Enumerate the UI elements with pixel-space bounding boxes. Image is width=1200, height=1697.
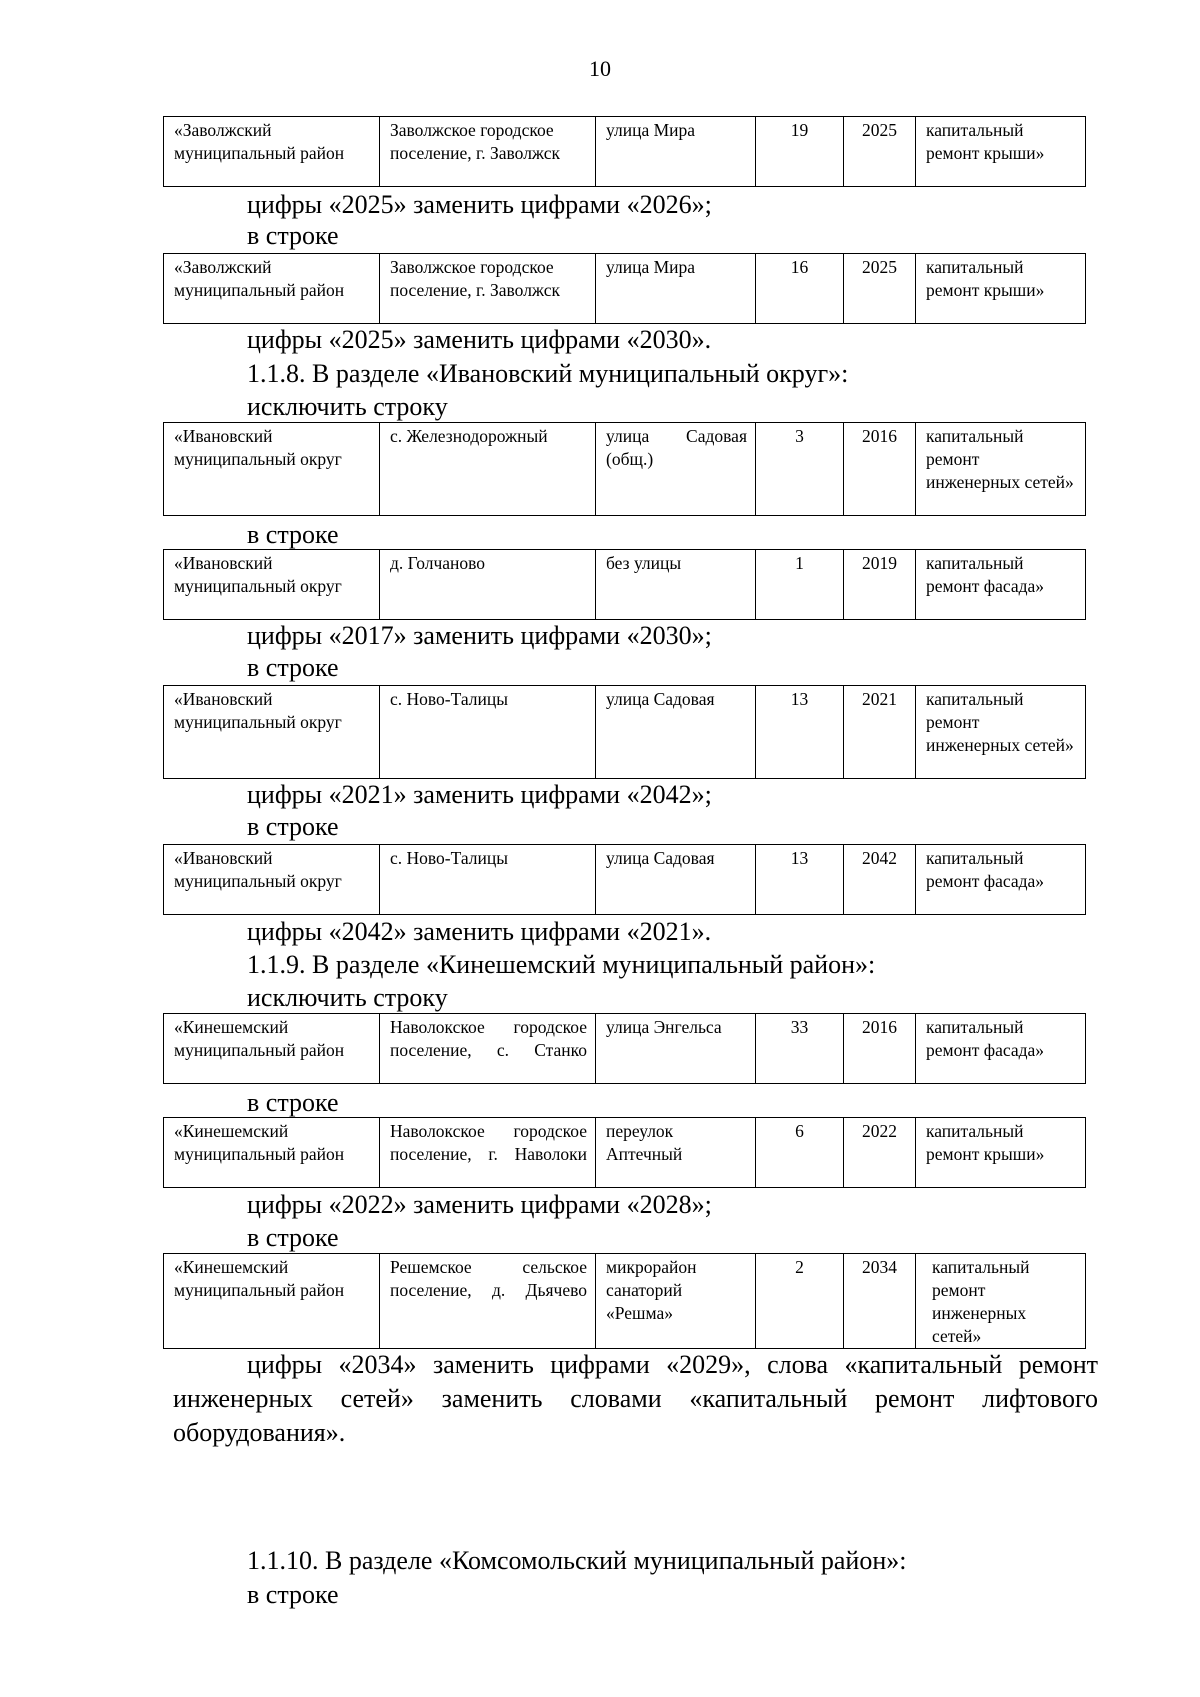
table-cell-house: 13 bbox=[756, 845, 844, 915]
table-cell-year: 2034 bbox=[844, 1254, 916, 1349]
table-cell-year: 2022 bbox=[844, 1118, 916, 1188]
table-cell-year: 2016 bbox=[844, 1014, 916, 1084]
table-cell-street: улица Садовая (общ.) bbox=[596, 423, 756, 516]
table-cell-settlement: Заволжское городское поселение, г. Заволжск bbox=[380, 117, 596, 187]
table-cell-house: 6 bbox=[756, 1118, 844, 1188]
table-cell-work-type: капитальный ремонт крыши» bbox=[916, 117, 1086, 187]
table-cell-house: 3 bbox=[756, 423, 844, 516]
table-cell-work-type: капитальный ремонт фасада» bbox=[916, 845, 1086, 915]
table-row bbox=[164, 1254, 1086, 1349]
table-cell-work-type: капитальный ремонт крыши» bbox=[916, 254, 1086, 324]
table-cell-house: 19 bbox=[756, 117, 844, 187]
table-row bbox=[164, 254, 1086, 324]
table-row bbox=[164, 1014, 1086, 1084]
amendment-table bbox=[163, 844, 1086, 915]
amendment-table bbox=[163, 1117, 1086, 1188]
table-cell-house: 1 bbox=[756, 550, 844, 620]
amendment-paragraph: цифры «2034» заменить цифрами «2029», слова «капитальный ремонт инженерных сетей» заменить словами «капитальный ремонт лифтового оборудования». bbox=[173, 1350, 1098, 1447]
table-row bbox=[164, 550, 1086, 620]
table-cell-municipality: «Кинешемский муниципальный район bbox=[164, 1254, 380, 1349]
amendment-table bbox=[163, 685, 1086, 779]
table-cell-settlement: Решемское сельское поселение, д. Дьячево bbox=[380, 1254, 596, 1349]
amendment-table bbox=[163, 253, 1086, 324]
table-cell-work-type: капитальный ремонт фасада» bbox=[916, 1014, 1086, 1084]
text-line: цифры «2021» заменить цифрами «2042»; bbox=[247, 780, 712, 809]
table-cell-work-type: капитальный ремонт фасада» bbox=[916, 550, 1086, 620]
table-cell-street: переулок Аптечный bbox=[596, 1118, 756, 1188]
section-heading: 1.1.8. В разделе «Ивановский муниципальный округ»: bbox=[247, 359, 849, 388]
table-row bbox=[164, 845, 1086, 915]
text-line: исключить строку bbox=[247, 983, 448, 1012]
table-cell-street: без улицы bbox=[596, 550, 756, 620]
text-line: в строке bbox=[247, 1088, 339, 1117]
table-cell-house: 16 bbox=[756, 254, 844, 324]
table-cell-house: 33 bbox=[756, 1014, 844, 1084]
table-cell-municipality: «Ивановский муниципальный округ bbox=[164, 845, 380, 915]
amendment-table bbox=[163, 1253, 1086, 1349]
text-line: в строке bbox=[247, 812, 339, 841]
amendment-table bbox=[163, 549, 1086, 620]
table-cell-work-type: капитальный ремонт инженерных сетей» bbox=[916, 1254, 1086, 1349]
table-row bbox=[164, 117, 1086, 187]
text-line: в строке bbox=[247, 221, 339, 250]
table-cell-municipality: «Кинешемский муниципальный район bbox=[164, 1014, 380, 1084]
amendment-table bbox=[163, 422, 1086, 516]
text-line: в строке bbox=[247, 653, 339, 682]
table-row bbox=[164, 423, 1086, 516]
table-cell-year: 2019 bbox=[844, 550, 916, 620]
table-cell-work-type: капитальный ремонт инженерных сетей» bbox=[916, 423, 1086, 516]
text-line: в строке bbox=[247, 1580, 339, 1609]
text-line: цифры «2025» заменить цифрами «2030». bbox=[247, 325, 712, 354]
table-cell-municipality: «Ивановский муниципальный округ bbox=[164, 686, 380, 779]
table-cell-municipality: «Ивановский муниципальный округ bbox=[164, 423, 380, 516]
table-cell-street: улица Садовая bbox=[596, 845, 756, 915]
text-line: в строке bbox=[247, 1223, 339, 1252]
text-line: исключить строку bbox=[247, 392, 448, 421]
table-cell-municipality: «Заволжский муниципальный район bbox=[164, 254, 380, 324]
table-cell-house: 13 bbox=[756, 686, 844, 779]
table-cell-year: 2042 bbox=[844, 845, 916, 915]
table-cell-street: улица Мира bbox=[596, 117, 756, 187]
table-cell-house: 2 bbox=[756, 1254, 844, 1349]
table-cell-settlement: Наволокское городское поселение, с. Станко bbox=[380, 1014, 596, 1084]
table-cell-municipality: «Ивановский муниципальный округ bbox=[164, 550, 380, 620]
section-heading: 1.1.9. В разделе «Кинешемский муниципальный район»: bbox=[247, 950, 876, 979]
text-line: цифры «2022» заменить цифрами «2028»; bbox=[247, 1190, 712, 1219]
text-line: цифры «2042» заменить цифрами «2021». bbox=[247, 917, 712, 946]
table-cell-street: улица Садовая bbox=[596, 686, 756, 779]
table-row bbox=[164, 686, 1086, 779]
table-cell-year: 2016 bbox=[844, 423, 916, 516]
table-cell-settlement: д. Голчаново bbox=[380, 550, 596, 620]
table-cell-settlement: с. Железнодорожный bbox=[380, 423, 596, 516]
text-line: цифры «2025» заменить цифрами «2026»; bbox=[247, 190, 712, 219]
table-row bbox=[164, 1118, 1086, 1188]
amendment-table bbox=[163, 116, 1086, 187]
table-cell-street: микрорайон санаторий «Решма» bbox=[596, 1254, 756, 1349]
table-cell-street: улица Мира bbox=[596, 254, 756, 324]
section-heading: 1.1.10. В разделе «Комсомольский муниципальный район»: bbox=[247, 1546, 907, 1575]
table-cell-street: улица Энгельса bbox=[596, 1014, 756, 1084]
table-cell-year: 2021 bbox=[844, 686, 916, 779]
table-cell-municipality: «Заволжский муниципальный район bbox=[164, 117, 380, 187]
page-number: 10 bbox=[589, 56, 611, 81]
table-cell-municipality: «Кинешемский муниципальный район bbox=[164, 1118, 380, 1188]
table-cell-settlement: с. Ново-Талицы bbox=[380, 686, 596, 779]
table-cell-work-type: капитальный ремонт инженерных сетей» bbox=[916, 686, 1086, 779]
table-cell-settlement: с. Ново-Талицы bbox=[380, 845, 596, 915]
table-cell-work-type: капитальный ремонт крыши» bbox=[916, 1118, 1086, 1188]
text-line: в строке bbox=[247, 520, 339, 549]
table-cell-year: 2025 bbox=[844, 117, 916, 187]
table-cell-year: 2025 bbox=[844, 254, 916, 324]
text-line: цифры «2017» заменить цифрами «2030»; bbox=[247, 621, 712, 650]
table-cell-settlement: Заволжское городское поселение, г. Заволжск bbox=[380, 254, 596, 324]
amendment-table bbox=[163, 1013, 1086, 1084]
table-cell-settlement: Наволокское городское поселение, г. Наволоки bbox=[380, 1118, 596, 1188]
